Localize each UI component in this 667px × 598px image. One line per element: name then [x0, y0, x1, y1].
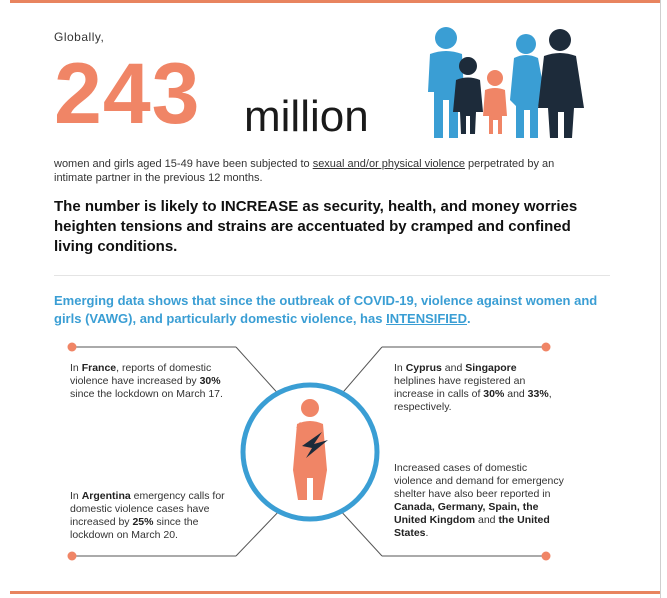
connector-dot — [68, 343, 77, 352]
emerging-part2: . — [466, 311, 471, 326]
france-pct: 30% — [199, 375, 221, 387]
emerging-data-heading — [54, 292, 614, 328]
argentina-post: since the lockdown on March 20. — [70, 516, 199, 541]
center-circle — [243, 385, 377, 519]
desc-part1: women and girls aged 15-49 have been subjected to — [54, 158, 313, 170]
cyprus-mid: helplines have registered an increase in calls of — [394, 375, 526, 400]
increase-statement — [54, 197, 614, 257]
argentina-mid: emergency calls for domestic violence cases have increased by — [70, 490, 225, 528]
page-edge — [660, 0, 661, 598]
callout-france — [70, 362, 230, 401]
big-number: 243 — [54, 46, 201, 142]
callout-argentina — [70, 490, 245, 542]
big-number-unit: million — [244, 92, 369, 141]
others-last: the United States — [394, 514, 550, 539]
callout-cyprus-singapore — [394, 362, 554, 414]
statement-part1: The number is likely to — [54, 198, 221, 215]
france-post: since the lockdown on March 17. — [70, 388, 223, 400]
argentina-pct: 25% — [132, 516, 154, 528]
cyprus-and: and — [441, 362, 466, 374]
desc-underlined: sexual and/or physical violence — [312, 158, 465, 170]
connector-dot — [542, 343, 551, 352]
emerging-part1: Emerging data shows that since the outbreak of COVID-19, violence against women and girls (VAWG), and particularly domestic violence, has — [54, 293, 598, 326]
cyprus-pct1: 30% — [483, 388, 505, 400]
woman-lightning-icon — [293, 399, 328, 500]
bottom-accent-bar — [10, 591, 660, 594]
cyprus-pre: In — [394, 362, 406, 374]
france-mid: , reports of domestic violence have increased by — [70, 362, 212, 387]
connector-dot — [68, 552, 77, 561]
desc-part2: perpetrated by an intimate partner in the previous 12 months. — [54, 158, 555, 184]
others-and: and — [475, 514, 499, 526]
cyprus-country2: Singapore — [465, 362, 517, 374]
intro-text: Globally, — [54, 30, 105, 44]
france-country: France — [81, 362, 117, 374]
statement-emphasis: INCREASE — [220, 198, 299, 215]
cyprus-country1: Cyprus — [405, 362, 442, 374]
argentina-pre: In — [70, 490, 82, 502]
argentina-country: Argentina — [81, 490, 131, 502]
statistic-description — [54, 157, 574, 185]
divider — [54, 275, 610, 276]
statement-part2: as security, health, and money worries heighten tensions and strains are accentuated by cramped and confined living conditions. — [54, 198, 578, 255]
connector-dot — [542, 552, 551, 561]
cyprus-post: , respectively. — [394, 388, 552, 413]
top-accent-bar — [10, 0, 660, 3]
family-icon — [418, 20, 598, 140]
cyprus-and2: and — [504, 388, 528, 400]
france-pre: In — [70, 362, 82, 374]
others-pre: Increased cases of domestic violence and demand for emergency shelter have also beer reported in — [394, 462, 564, 500]
others-post: . — [425, 527, 429, 539]
others-countries: Canada, Germany, Spain, the United Kingdom — [394, 501, 539, 526]
cyprus-pct2: 33% — [527, 388, 549, 400]
emerging-underlined: INTENSIFIED — [386, 311, 467, 326]
callout-other-countries — [394, 462, 564, 540]
